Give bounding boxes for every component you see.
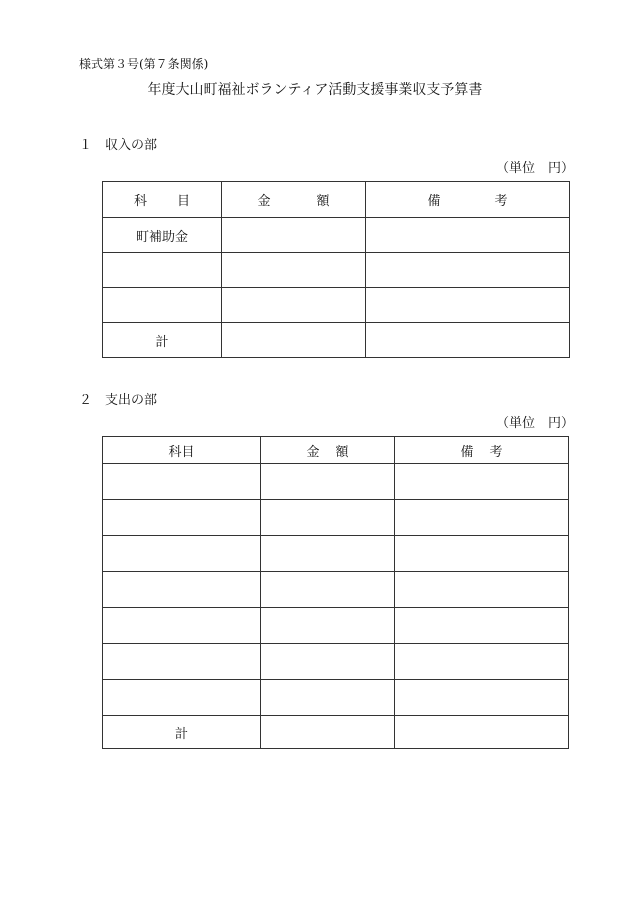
- expense-item-cell: [103, 608, 261, 644]
- table-row: [103, 608, 569, 644]
- income-item-cell: [103, 253, 222, 288]
- table-row: [103, 572, 569, 608]
- expense-note-cell: [395, 464, 569, 500]
- income-section-heading: [79, 134, 157, 153]
- expense-note-cell: [395, 536, 569, 572]
- expense-amount-cell: [261, 608, 395, 644]
- income-header-item: 科 目: [103, 182, 222, 218]
- expense-header-note: 備 考: [395, 437, 569, 464]
- expense-item-cell: [103, 644, 261, 680]
- income-total-note: [366, 323, 570, 358]
- expense-amount-cell: [261, 572, 395, 608]
- expense-note-cell: [395, 608, 569, 644]
- income-item-cell: [103, 288, 222, 323]
- income-item-cell: 町補助金: [103, 218, 222, 253]
- expense-note-cell: [395, 680, 569, 716]
- expense-total-row: [103, 716, 569, 749]
- document-title: 年度大山町福祉ボランティア活動支援事業収支予算書: [147, 82, 483, 98]
- expense-header-item: 科目: [103, 437, 261, 464]
- expense-total-label: 計: [103, 716, 261, 749]
- expense-item-cell: [103, 536, 261, 572]
- income-note-cell: [366, 218, 570, 253]
- income-table: [102, 181, 570, 358]
- expense-unit-label: （単位 円）: [495, 416, 574, 431]
- table-row: [103, 218, 570, 253]
- expense-amount-cell: [261, 500, 395, 536]
- expense-amount-cell: [261, 464, 395, 500]
- income-amount-cell: [222, 218, 366, 253]
- expense-item-cell: [103, 680, 261, 716]
- table-row: [103, 253, 570, 288]
- income-header-row: [103, 182, 570, 218]
- table-row: [103, 536, 569, 572]
- table-row: [103, 464, 569, 500]
- income-total-row: [103, 323, 570, 358]
- expense-note-cell: [395, 644, 569, 680]
- expense-header-amount: 金 額: [261, 437, 395, 464]
- expense-amount-cell: [261, 644, 395, 680]
- income-unit-label: （単位 円）: [495, 161, 574, 176]
- expense-amount-cell: [261, 680, 395, 716]
- income-note-cell: [366, 253, 570, 288]
- expense-amount-cell: [261, 536, 395, 572]
- expense-section-heading: [79, 389, 157, 408]
- expense-table: [102, 436, 569, 749]
- table-row: [103, 288, 570, 323]
- expense-section-title: 支出の部: [105, 393, 158, 408]
- income-header-amount: 金 額: [222, 182, 366, 218]
- expense-total-note: [395, 716, 569, 749]
- expense-item-cell: [103, 500, 261, 536]
- expense-note-cell: [395, 572, 569, 608]
- income-total-label: 計: [103, 323, 222, 358]
- expense-total-amount: [261, 716, 395, 749]
- income-note-cell: [366, 288, 570, 323]
- income-section-number: １: [79, 138, 93, 153]
- expense-section-number: ２: [79, 393, 93, 408]
- table-row: [103, 680, 569, 716]
- income-amount-cell: [222, 288, 366, 323]
- income-header-note: 備 考: [366, 182, 570, 218]
- income-total-amount: [222, 323, 366, 358]
- expense-item-cell: [103, 572, 261, 608]
- expense-item-cell: [103, 464, 261, 500]
- table-row: [103, 644, 569, 680]
- income-amount-cell: [222, 253, 366, 288]
- expense-note-cell: [395, 500, 569, 536]
- expense-header-row: [103, 437, 569, 464]
- income-section-title: 収入の部: [105, 138, 158, 153]
- form-number: 様式第３号(第７条関係): [79, 57, 209, 71]
- table-row: [103, 500, 569, 536]
